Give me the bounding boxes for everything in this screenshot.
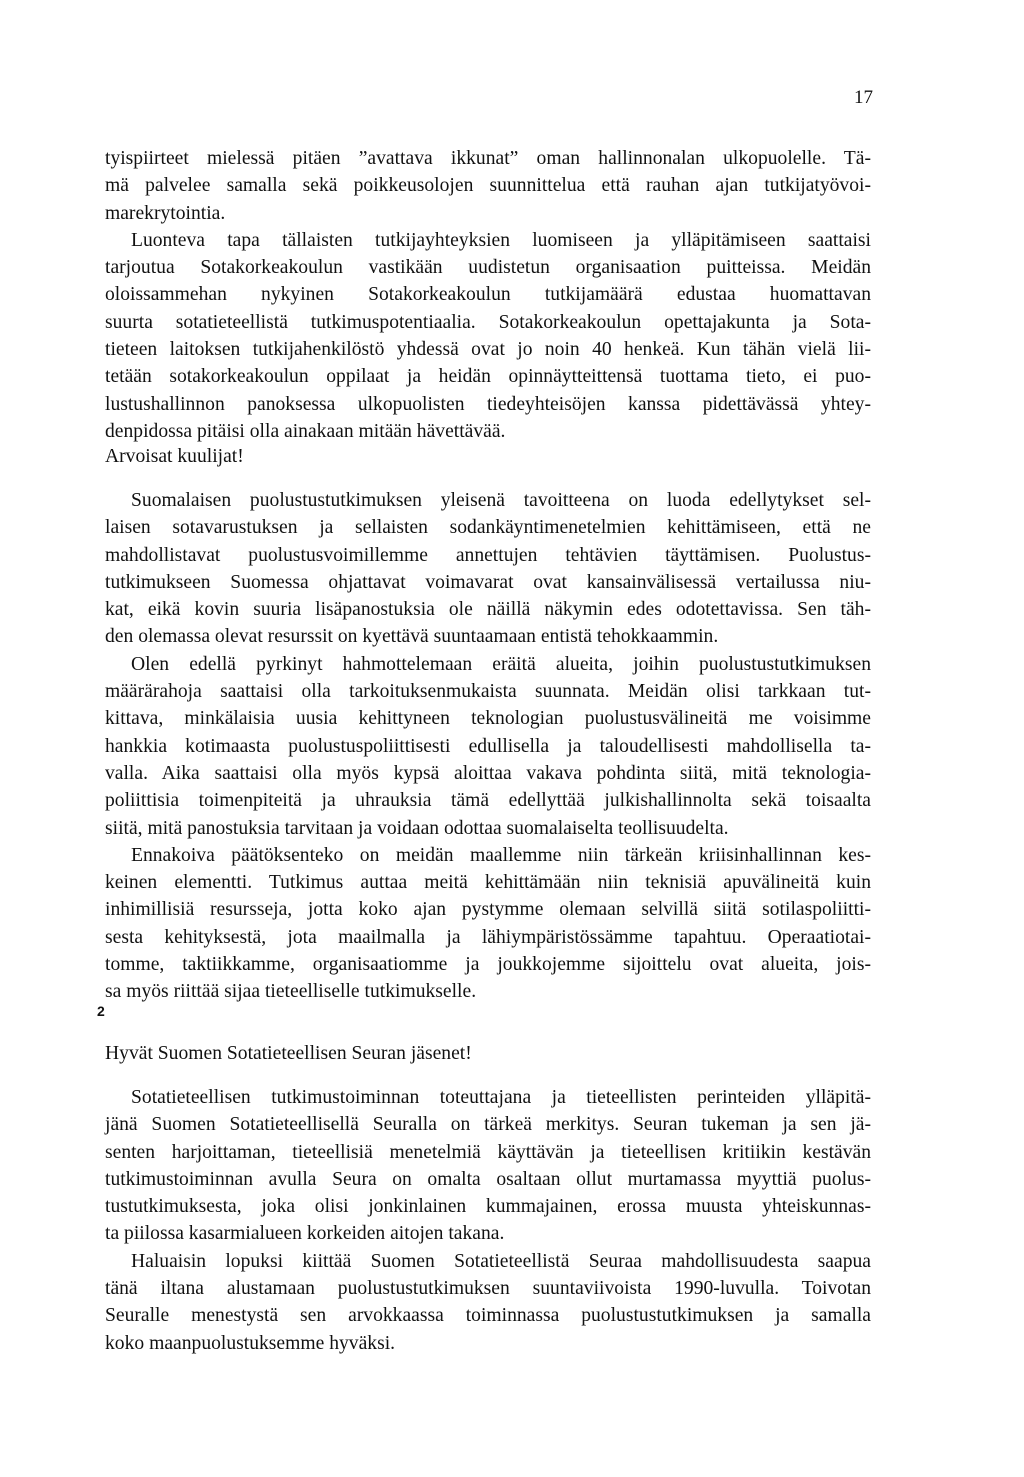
text-line: tänä iltana alustamaan puolustustutkimuksen suuntaviivoista 1990-luvulla. Toivotan — [105, 1278, 871, 1300]
text-line: sa myös riittää sijaa tieteelliselle tutkimukselle. — [105, 981, 477, 1003]
text-line: valla. Aika saattaisi olla myös kypsä aloittaa vakava pohdinta siitä, mitä teknologia- — [105, 762, 871, 784]
text-line: kittava, minkälaisia uusia kehittyneen teknologian puolustusvälineitä me voisimme — [105, 708, 871, 730]
text-line: oloissammehan nykyinen Sotakorkeakoulun tutkijamäärä edustaa huomattavan — [105, 284, 871, 306]
text-line: mahdollistavat puolustusvoimillemme annettujen tehtävien täyttämisen. Puolustus- — [105, 544, 871, 566]
footer-mark: 2 — [97, 1003, 105, 1019]
text-line: Suomalaisen puolustustutkimuksen yleisenä tavoitteena on luoda edellytykset sel- — [131, 490, 871, 511]
text-line: senten harjoittaman, tieteellisiä menetelmiä käyttävän ja tieteellisen kritiikin kestävän — [105, 1141, 871, 1163]
text-line: Sotatieteellisen tutkimustoiminnan toteuttajana ja tieteellisten perinteiden ylläpitä- — [131, 1087, 871, 1108]
text-line: siitä, mitä panostuksia tarvitaan ja voidaan odottaa suomalaiselta teollisuudelta. — [105, 817, 729, 839]
text-line: tomme, taktiikkamme, organisaatiomme ja joukkojemme sijoittelu ovat alueita, jois- — [105, 954, 871, 976]
text-line: Seuralle menestystä sen arvokkaassa toiminnassa puolustustutkimuksen ja samalla — [105, 1305, 871, 1327]
text-line: Luonteva tapa tällaisten tutkijayhteyksien luomiseen ja ylläpitämiseen saattaisi — [131, 229, 871, 251]
text-line: sesta kehityksestä, jota maailmalla ja lähiympäristössämme tapahtuu. Operaatiotai- — [105, 926, 871, 948]
text-line: keinen elementti. Tutkimus auttaa meitä kehittämään niin teknisiä apuvälineitä kuin — [105, 872, 871, 894]
text-line: tustutkimuksesta, joka olisi jonkinlainen kummajainen, erossa muusta yhteiskunnas- — [105, 1196, 871, 1218]
text-line: tyispiirteet mielessä pitäen ”avattava ikkunat” oman hallinnonalan ulkopuolelle. Tä- — [105, 148, 871, 169]
paragraph-block-middle — [105, 487, 871, 1006]
text-line: marekrytointia. — [105, 202, 226, 224]
text-line: koko maanpuolustuksemme hyväksi. — [105, 1332, 396, 1354]
text-line: denpidossa pitäisi olla ainakaan mitään hävettävää. — [105, 420, 506, 442]
text-line: Ennakoiva päätöksenteko on meidän maallemme niin tärkeän kriisinhallinnan kes- — [131, 844, 871, 866]
text-line: jänä Suomen Sotatieteellisellä Seuralla on tärkeä merkitys. Seuran tukeman ja sen jä- — [105, 1114, 871, 1136]
text-line: Haluaisin lopuksi kiittää Suomen Sotatieteellistä Seuraa mahdollisuudesta saapua — [131, 1250, 871, 1272]
paragraph-block-closing — [105, 1084, 871, 1357]
salutation-heading: Arvoisat kuulijat! — [105, 446, 244, 467]
text-line: tieteen laitoksen tutkijahenkilöstö yhdessä ovat jo noin 40 henkeä. Kun tähän vielä lii- — [105, 339, 871, 361]
text-line: lustushallinnon panoksessa ulkopuolisten tiedeyhteisöjen kanssa pidettävässä yhtey- — [105, 393, 871, 415]
text-line: kat, eikä kovin suuria lisäpanostuksia ole näillä näkymin edes odotettavissa. Sen täh- — [105, 599, 871, 621]
text-line: tarjoutua Sotakorkeakoulun vastikään uudistetun organisaation puitteissa. Meidän — [105, 257, 871, 279]
text-line: ta piilossa kasarmialueen korkeiden aitojen takana. — [105, 1223, 505, 1245]
paragraph-block-intro — [105, 145, 871, 445]
text-line: laisen sotavarustuksen ja sellaisten sodankäyntimenetelmien kehittämiseen, että ne — [105, 517, 871, 539]
text-line: Olen edellä pyrkinyt hahmottelemaan eräitä alueita, joihin puolustustutkimuksen — [131, 653, 871, 675]
text-line: poliittisia toimenpiteitä ja uhrauksia tämä edellyttää julkishallinnolta sekä toisaalta — [105, 790, 871, 812]
salutation-heading-members: Hyvät Suomen Sotatieteellisen Seuran jäsenet! — [105, 1043, 472, 1064]
text-line: tetään sotakorkeakoulun oppilaat ja heidän opinnäytteittensä tuottama tieto, ei puo- — [105, 366, 871, 388]
text-line: hankkia kotimaasta puolustuspoliittisesti edullisella ja taloudellisesti mahdollisella ta- — [105, 735, 871, 757]
page-number: 17 — [854, 87, 873, 108]
text-line: suurta sotatieteellistä tutkimuspotentiaalia. Sotakorkeakoulun opettajakunta ja Sota- — [105, 311, 871, 333]
text-line: mä palvelee samalla sekä poikkeusolojen suunnittelua että rauhan ajan tutkijatyövoi- — [105, 175, 871, 197]
text-line: den olemassa olevat resurssit on kyettävä suuntaamaan entistä tehokkaammin. — [105, 626, 719, 648]
text-line: inhimillisiä resursseja, jotta koko ajan pystymme olemaan selvillä siitä sotilaspoliitti- — [105, 899, 871, 921]
text-line: tutkimukseen Suomessa ohjattavat voimavarat ovat kansainvälisessä vertailussa niu- — [105, 571, 871, 593]
text-line: tutkimustoiminnan avulla Seura on omalta osaltaan ollut murtamassa myyttiä puolus- — [105, 1168, 871, 1190]
text-line: määrärahoja saattaisi olla tarkoituksenmukaista suunnata. Meidän olisi tarkkaan tut- — [105, 681, 871, 703]
